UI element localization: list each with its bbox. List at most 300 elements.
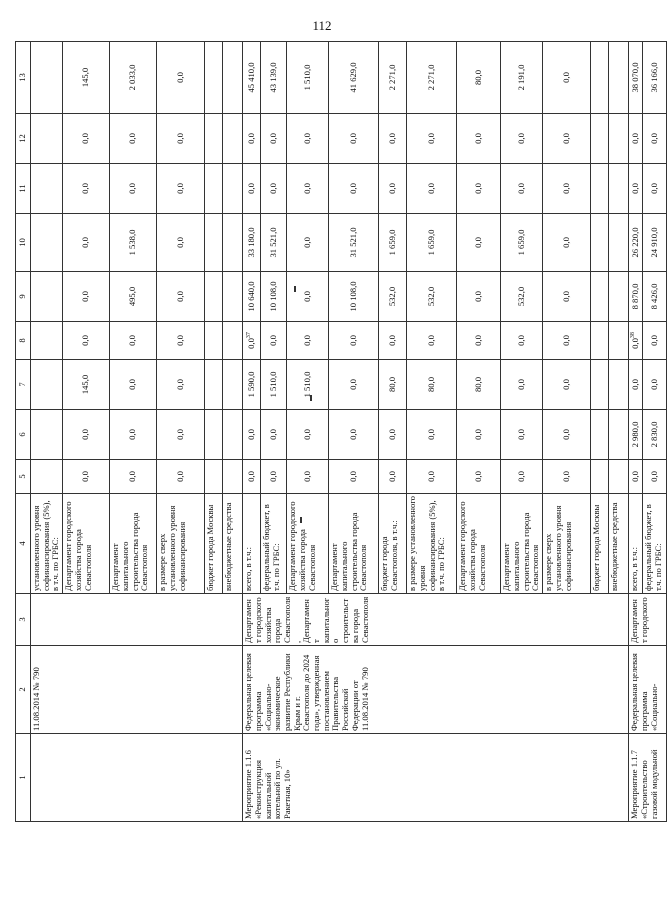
cell-col-6 (157, 410, 205, 460)
cell-text: 0,0 (560, 183, 571, 194)
column-number-1: 1 (16, 734, 31, 822)
cell-col-13 (243, 42, 261, 114)
cell-text: 0,0 (267, 183, 278, 194)
cell-text: 0,0 (301, 133, 312, 144)
cell-col-8 (205, 322, 223, 360)
cell-col-6 (205, 410, 223, 460)
cell-col-6 (591, 410, 609, 460)
cell-text: 0,0 (386, 183, 397, 194)
cell-text: 10 640,0 (245, 281, 256, 312)
cell-text: 495,0 (127, 286, 138, 307)
cell-col-5 (205, 460, 223, 494)
cell-col-6 (609, 410, 629, 460)
page-number: 112 (312, 18, 332, 33)
cell-text: бюджет города Москвы (205, 504, 216, 591)
cell-col-6 (501, 410, 543, 460)
cell-text: 0,0 (472, 183, 483, 194)
cell-col-3 (629, 594, 667, 646)
cell-text: 0,0 (174, 471, 185, 482)
cell-text: бюджет города Севастополя, в т.ч.: (379, 520, 399, 591)
cell-col-12 (205, 114, 223, 164)
cell-text: 0,0 (472, 133, 483, 144)
cell-text: 0,0 (515, 471, 526, 482)
cell-col-8 (407, 322, 457, 360)
cell-col-6 (457, 410, 501, 460)
cell-col-12 (379, 114, 407, 164)
cell-col-5 (379, 460, 407, 494)
cell-text: 1 510,0 (301, 64, 312, 91)
cell-col-12 (287, 114, 329, 164)
column-number-3: 3 (16, 594, 31, 646)
cell-col-5 (243, 460, 261, 494)
cell-col-6 (629, 410, 643, 460)
cell-text: 0,0 (629, 379, 640, 390)
cell-text: 0,0 (127, 429, 138, 440)
cell-text: 26 220,0 (629, 227, 640, 258)
cell-col-12 (223, 114, 243, 164)
cell-col-12 (261, 114, 287, 164)
cell-text: 0,0 (425, 429, 436, 440)
cell-col-4 (457, 494, 501, 594)
column-number-10: 10 (16, 214, 31, 272)
cell-text: 0,0 (347, 429, 358, 440)
cell-text: 0,0 (347, 471, 358, 482)
cell-text: 1 659,0 (386, 229, 397, 256)
cell-text: 0,0 (472, 471, 483, 482)
cell-col-11 (591, 164, 609, 214)
cell-col-9 (287, 272, 329, 322)
cell-col-13 (261, 42, 287, 114)
cell-text: Департамент капитального строительства города Севастополя (110, 512, 150, 591)
cell-col-7 (63, 360, 110, 410)
cell-text: 0,0 (560, 429, 571, 440)
cell-text: 0,0 (246, 338, 257, 349)
cell-col-4 (157, 494, 205, 594)
cell-col-8 (157, 322, 205, 360)
cell-text: федеральный бюджет, в т.ч. по ГРБС: (643, 504, 663, 591)
cell-col-10 (379, 214, 407, 272)
cell-text: 0,0 (386, 335, 397, 346)
cell-col-10 (110, 214, 157, 272)
cell-text: 31 521,0 (267, 227, 278, 258)
cell-text: 0,0 (80, 291, 91, 302)
cell-col-8 (261, 322, 287, 360)
cell-text: Федеральная целевая программа «Социально-экономическое развитие Республики Крым и г. Севастополя до 2024 года», утвержденная постановлением Правительства Российской Федерации от 11.08.2014 № 790 (243, 653, 370, 731)
cell-col-13 (591, 42, 609, 114)
cell-col-4 (63, 494, 110, 594)
cell-col-9 (591, 272, 609, 322)
cell-text: 0,0 (386, 429, 397, 440)
cell-col-12 (157, 114, 205, 164)
cell-text: 0,0 (515, 133, 526, 144)
cell-col-11 (287, 164, 329, 214)
cell-col-5 (407, 460, 457, 494)
cell-text: 0,0 (80, 183, 91, 194)
cell-col-6 (223, 410, 243, 460)
cell-col-5 (543, 460, 591, 494)
column-number-11: 11 (16, 164, 31, 214)
cell-col-7 (407, 360, 457, 410)
cell-col-10 (643, 214, 667, 272)
cell-col-9 (501, 272, 543, 322)
cell-text: 0,0 (301, 291, 312, 302)
cell-col-9 (407, 272, 457, 322)
cell-text: всего, в т.ч.: (629, 547, 640, 591)
cell-col-13 (31, 42, 63, 114)
cell-text: 0,0 (629, 471, 640, 482)
cell-text: 38 070,0 (629, 62, 640, 93)
cell-text: 0,0 (648, 379, 659, 390)
cell-col-13 (157, 42, 205, 114)
cell-col-10 (261, 214, 287, 272)
cell-text: 0,0 (515, 183, 526, 194)
cell-col-11 (457, 164, 501, 214)
cell-col-6 (243, 410, 261, 460)
cell-col-9 (379, 272, 407, 322)
cell-col-6 (261, 410, 287, 460)
cell-text: 0,0 (301, 429, 312, 440)
cell-text: 80,0 (386, 376, 397, 393)
cell-col-11 (629, 164, 643, 214)
cell-text: 0,0 (425, 471, 436, 482)
cell-col-9 (457, 272, 501, 322)
rotated-table-page (15, 42, 663, 822)
cell-col-7 (223, 360, 243, 410)
cell-text: 36 166,0 (648, 62, 659, 93)
cell-text: 33 180,0 (245, 227, 256, 258)
cell-col-6 (110, 410, 157, 460)
cell-col-7 (543, 360, 591, 410)
cell-text: 0,0 (245, 471, 256, 482)
column-number-5: 5 (16, 460, 31, 494)
cell-text: 2 033,0 (127, 64, 138, 91)
cell-text: 11.08.2014 № 790 (31, 667, 41, 731)
cell-col-11 (329, 164, 379, 214)
cell-col-10 (501, 214, 543, 272)
cell-text: Департамент городского хозяйства города Севастополя (457, 501, 487, 591)
cell-col-9 (643, 272, 667, 322)
cell-text: 0,0 (347, 133, 358, 144)
cell-text: Департамент капитального строительства города Севастополя (501, 512, 541, 591)
cell-text: 0,0 (648, 335, 659, 346)
cell-text: 532,0 (425, 286, 436, 307)
cell-text: 41 629,0 (347, 62, 358, 93)
cell-col-11 (261, 164, 287, 214)
column-number-13: 13 (16, 42, 31, 114)
cell-col-4 (287, 494, 329, 594)
table-row (31, 42, 63, 822)
cell-col-9 (205, 272, 223, 322)
cell-text: 8 870,0 (629, 283, 640, 310)
cell-text: Департамент городского хозяйства города Севастополя (63, 501, 93, 591)
cell-col-10 (223, 214, 243, 272)
cell-text: 1 510,0 (301, 371, 312, 398)
cell-col-9 (31, 272, 63, 322)
cell-text: 0,0 (515, 379, 526, 390)
cell-col-2 (31, 646, 243, 734)
cell-col-4 (591, 494, 609, 594)
cell-col-13 (329, 42, 379, 114)
column-number-4: 4 (16, 494, 31, 594)
cell-text: 0,0 (560, 72, 571, 83)
cell-text: 2 830,0 (648, 421, 659, 448)
cell-col-6 (543, 410, 591, 460)
cell-col-10 (609, 214, 629, 272)
cell-text: 45 410,0 (245, 62, 256, 93)
cell-text: 0,0 (347, 379, 358, 390)
cell-text: 0,0 (80, 335, 91, 346)
cell-text: 0,0 (347, 335, 358, 346)
cell-col-6 (287, 410, 329, 460)
cell-col-9 (609, 272, 629, 322)
cell-text: 0,0 (174, 237, 185, 248)
cell-col-9 (629, 272, 643, 322)
cell-col-5 (223, 460, 243, 494)
cell-col-11 (63, 164, 110, 214)
cell-text: 0,0 (648, 471, 659, 482)
cell-col-5 (629, 460, 643, 494)
column-number-8: 8 (16, 322, 31, 360)
cell-text: в размере сверх установленного уровня софинансирования (157, 505, 187, 591)
cell-text: 0,0 (301, 471, 312, 482)
cell-col-4 (261, 494, 287, 594)
cell-col-3 (243, 594, 629, 646)
cell-text: 0,0 (245, 133, 256, 144)
cell-col-5 (261, 460, 287, 494)
cell-text: 0,0 (560, 133, 571, 144)
cell-text: 0,0 (515, 335, 526, 346)
cell-col-4 (643, 494, 667, 594)
cell-text: 1 538,0 (127, 229, 138, 256)
cell-text: 0,0 (80, 471, 91, 482)
cell-col-8 (63, 322, 110, 360)
cell-col-4 (110, 494, 157, 594)
cell-col-1 (31, 734, 243, 822)
cell-col-10 (407, 214, 457, 272)
cell-text: 0,0 (472, 429, 483, 440)
cell-col-5 (609, 460, 629, 494)
cell-col-9 (261, 272, 287, 322)
cell-col-12 (609, 114, 629, 164)
column-number-7: 7 (16, 360, 31, 410)
cell-col-11 (543, 164, 591, 214)
cell-col-12 (501, 114, 543, 164)
cell-col-8 (501, 322, 543, 360)
cell-col-9 (329, 272, 379, 322)
cell-text: 0,0 (347, 183, 358, 194)
cell-col-12 (643, 114, 667, 164)
cell-text: 0,0 (386, 133, 397, 144)
cell-text: всего, в т.ч.: (243, 547, 254, 591)
cell-col-11 (501, 164, 543, 214)
cell-text: 0,0 (301, 237, 312, 248)
cell-col-13 (379, 42, 407, 114)
cell-text: 1 659,0 (515, 229, 526, 256)
cell-col-2 (243, 646, 629, 734)
cell-text: внебюджетные средства (223, 502, 234, 591)
cell-text: 0,0 (127, 133, 138, 144)
cell-col-6 (31, 410, 63, 460)
cell-text: 532,0 (386, 286, 397, 307)
footnote-marker: 37 (246, 332, 253, 339)
cell-col-9 (63, 272, 110, 322)
cell-text: федеральный бюджет, в т.ч. по ГРБС: (261, 504, 281, 591)
cell-col-12 (591, 114, 609, 164)
cell-text: 0,0 (127, 183, 138, 194)
cell-text: 0,0 (560, 471, 571, 482)
cell-text: 0,0 (386, 471, 397, 482)
table-row (243, 42, 261, 822)
cell-col-8 (110, 322, 157, 360)
cell-text: 2 271,0 (386, 64, 397, 91)
cell-text: 80,0 (472, 69, 483, 86)
cell-text: 1 659,0 (425, 229, 436, 256)
cell-col-8 (287, 322, 329, 360)
cell-text: в размере сверх установленного уровня софинансирования (543, 505, 573, 591)
cell-col-5 (329, 460, 379, 494)
cell-text: 0,0 (174, 335, 185, 346)
cell-col-9 (110, 272, 157, 322)
cell-text: 0,0 (560, 237, 571, 248)
cell-col-5 (287, 460, 329, 494)
cell-col-11 (157, 164, 205, 214)
cell-col-11 (205, 164, 223, 214)
column-number-12: 12 (16, 114, 31, 164)
cell-text: 0,0 (267, 429, 278, 440)
cell-col-13 (63, 42, 110, 114)
cell-col-6 (329, 410, 379, 460)
cell-col-12 (457, 114, 501, 164)
cell-text: 80,0 (472, 376, 483, 393)
cell-col-6 (643, 410, 667, 460)
cell-col-10 (329, 214, 379, 272)
cell-col-10 (457, 214, 501, 272)
cell-text: 0,0 (174, 183, 185, 194)
cell-text: 0,0 (472, 335, 483, 346)
cell-col-11 (223, 164, 243, 214)
cell-text: Департамент городского хозяйства города Севастополя (287, 501, 317, 591)
cell-text: 0,0 (425, 335, 436, 346)
cell-text: 0,0 (80, 133, 91, 144)
cell-text: 0,0 (425, 183, 436, 194)
cell-col-9 (543, 272, 591, 322)
cell-text: 2 980,0 (629, 421, 640, 448)
cell-text: 2 191,0 (515, 64, 526, 91)
cell-text: 0,0 (174, 291, 185, 302)
cell-col-2 (629, 646, 667, 734)
cell-col-9 (223, 272, 243, 322)
cell-col-10 (243, 214, 261, 272)
cell-col-7 (629, 360, 643, 410)
cell-col-5 (31, 460, 63, 494)
cell-col-13 (629, 42, 643, 114)
cell-col-8 (457, 322, 501, 360)
cell-col-13 (205, 42, 223, 114)
cell-col-10 (31, 214, 63, 272)
cell-col-10 (157, 214, 205, 272)
cell-col-1 (629, 734, 667, 822)
cell-text: 0,0 (560, 291, 571, 302)
cell-col-7 (643, 360, 667, 410)
cell-col-7 (243, 360, 261, 410)
cell-col-6 (63, 410, 110, 460)
cell-text: 0,0 (629, 133, 640, 144)
cell-text: 0,0 (560, 379, 571, 390)
table-body (31, 42, 667, 822)
cell-text: 0,0 (301, 183, 312, 194)
cell-col-7 (379, 360, 407, 410)
cell-col-13 (643, 42, 667, 114)
cell-text: 1 590,0 (245, 371, 256, 398)
cell-col-13 (609, 42, 629, 114)
cell-col-5 (63, 460, 110, 494)
cell-col-10 (205, 214, 223, 272)
cell-col-7 (501, 360, 543, 410)
cell-text: 0,0 (245, 429, 256, 440)
cell-col-6 (379, 410, 407, 460)
cell-col-12 (407, 114, 457, 164)
cell-col-11 (379, 164, 407, 214)
cell-text: бюджет города Москвы (591, 504, 602, 591)
cell-text: 0,0 (472, 291, 483, 302)
cell-col-9 (157, 272, 205, 322)
cell-col-6 (407, 410, 457, 460)
cell-text: 1 510,0 (267, 371, 278, 398)
cell-col-13 (407, 42, 457, 114)
cell-col-7 (329, 360, 379, 410)
cell-text: 0,0 (127, 471, 138, 482)
cell-col-4 (379, 494, 407, 594)
cell-col-12 (329, 114, 379, 164)
cell-col-8 (643, 322, 667, 360)
cell-text: внебюджетные средства (609, 502, 620, 591)
cell-col-11 (609, 164, 629, 214)
cell-text: 532,0 (515, 286, 526, 307)
cell-text: 0,0 (267, 335, 278, 346)
cell-col-4 (329, 494, 379, 594)
cell-col-4 (629, 494, 643, 594)
table-row (629, 42, 643, 822)
cell-text: 80,0 (425, 376, 436, 393)
cell-text: 0,0 (630, 338, 641, 349)
cell-col-9 (243, 272, 261, 322)
cell-col-5 (457, 460, 501, 494)
cell-col-12 (629, 114, 643, 164)
cell-col-4 (31, 494, 63, 594)
cell-col-11 (643, 164, 667, 214)
cell-col-12 (543, 114, 591, 164)
cell-col-7 (205, 360, 223, 410)
cell-text: 0,0 (515, 429, 526, 440)
footnote-marker: 38 (630, 332, 637, 339)
cell-col-5 (643, 460, 667, 494)
cell-col-7 (261, 360, 287, 410)
cell-text: установленного уровня софинансирования (5%), в т.ч. по ГРБС: (31, 500, 61, 591)
cell-text: 24 910,0 (648, 227, 659, 258)
cell-text: Департамент городского (629, 597, 649, 643)
cell-col-4 (609, 494, 629, 594)
cell-text: Департамент капитального строительства города Севастополя (329, 512, 369, 591)
cell-text: 0,0 (267, 133, 278, 144)
cell-text: 8 426,0 (648, 283, 659, 310)
cell-col-8 (223, 322, 243, 360)
cell-col-5 (501, 460, 543, 494)
cell-col-3 (31, 594, 243, 646)
cell-text: Мероприятие 1.1.6 «Реконструкция капитальной котельной по ул. Ракетная, 10» (243, 750, 292, 819)
cell-text: 10 108,0 (347, 281, 358, 312)
cell-text: 0,0 (174, 133, 185, 144)
cell-text: 0,0 (174, 379, 185, 390)
